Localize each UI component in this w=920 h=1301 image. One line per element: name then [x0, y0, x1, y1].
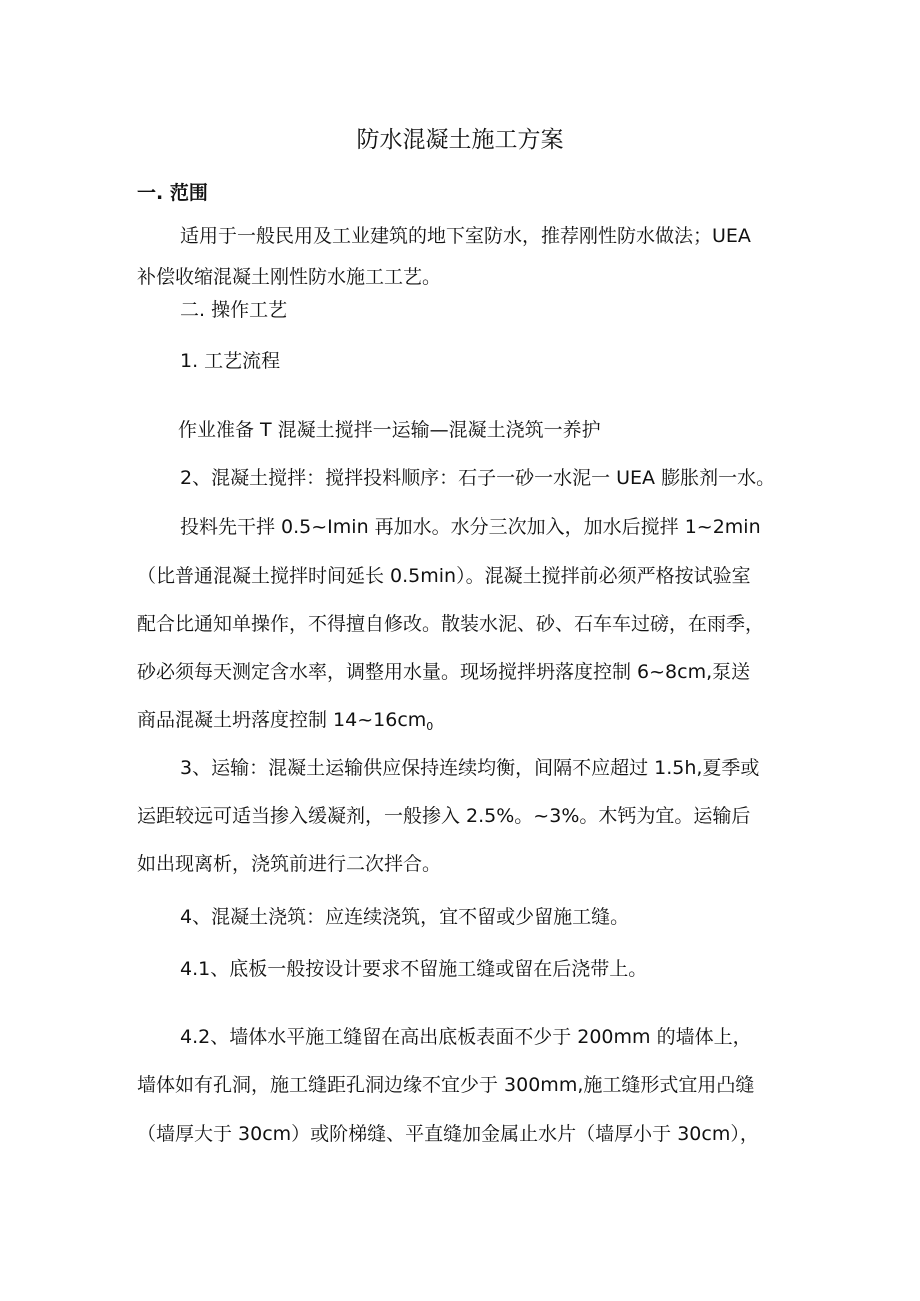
paragraph-line: 适用于一般民用及工业建筑的地下室防水，推荐刚性防水做法；UEA	[180, 225, 751, 247]
paragraph-line: 如出现离析，浇筑前进行二次拌合。	[137, 853, 442, 875]
paragraph-line: 砂必须每天测定含水率，调整用水量。现场搅拌坍落度控制 6~8cm,泵送	[137, 661, 751, 683]
paragraph-line: 4.1、底板一般按设计要求不留施工缝或留在后浇带上。	[180, 958, 648, 980]
paragraph-text: 商品混凝土坍落度控制 14~16cm	[137, 709, 427, 731]
paragraph-line: 配合比通知单操作，不得擅自修改。散装水泥、砂、石车车过磅，在雨季，	[137, 613, 765, 635]
paragraph-line: 3、运输：混凝土运输供应保持连续均衡，间隔不应超过 1.5h,夏季或	[180, 757, 760, 779]
paragraph-line: （墙厚大于 30cm）或阶梯缝、平直缝加金属止水片（墙厚小于 30cm），	[137, 1123, 759, 1145]
paragraph-line	[137, 708, 433, 739]
section-heading-scope: 一. 范围	[137, 182, 208, 204]
section-heading-process: 二. 操作工艺	[180, 299, 288, 321]
paragraph-line: 4、混凝土浇筑：应连续浇筑，宜不留或少留施工缝。	[180, 906, 630, 928]
process-flow-line: 作业准备 T 混凝土搅拌一运输—混凝土浇筑一养护	[178, 419, 601, 441]
subsection-heading-flow: 1. 工艺流程	[180, 350, 281, 372]
document-title: 防水混凝土施工方案	[356, 127, 564, 153]
subscript-text: 0	[426, 720, 434, 733]
paragraph-line: 墙体如有孔洞，施工缝距孔洞边缘不宜少于 300mm,施工缝形式宜用凸缝	[137, 1074, 755, 1096]
paragraph-line: 4.2、墙体水平施工缝留在高出底板表面不少于 200mm 的墙体上，	[180, 1026, 752, 1048]
paragraph-line: 补偿收缩混凝土刚性防水施工工艺。	[137, 266, 442, 288]
paragraph-line: 运距较远可适当掺入缓凝剂，一般掺入 2.5%。~3%。木钙为宜。运输后	[137, 805, 751, 827]
paragraph-line: （比普通混凝土搅拌时间延长 0.5min）。混凝土搅拌前必须严格按试验室	[137, 565, 751, 587]
paragraph-line: 2、混凝土搅拌：搅拌投料顺序：石子一砂一水泥一 UEA 膨胀剂一水。	[180, 467, 776, 489]
paragraph-line: 投料先干拌 0.5~Imin 再加水。水分三次加入，加水后搅拌 1~2min	[180, 516, 761, 538]
